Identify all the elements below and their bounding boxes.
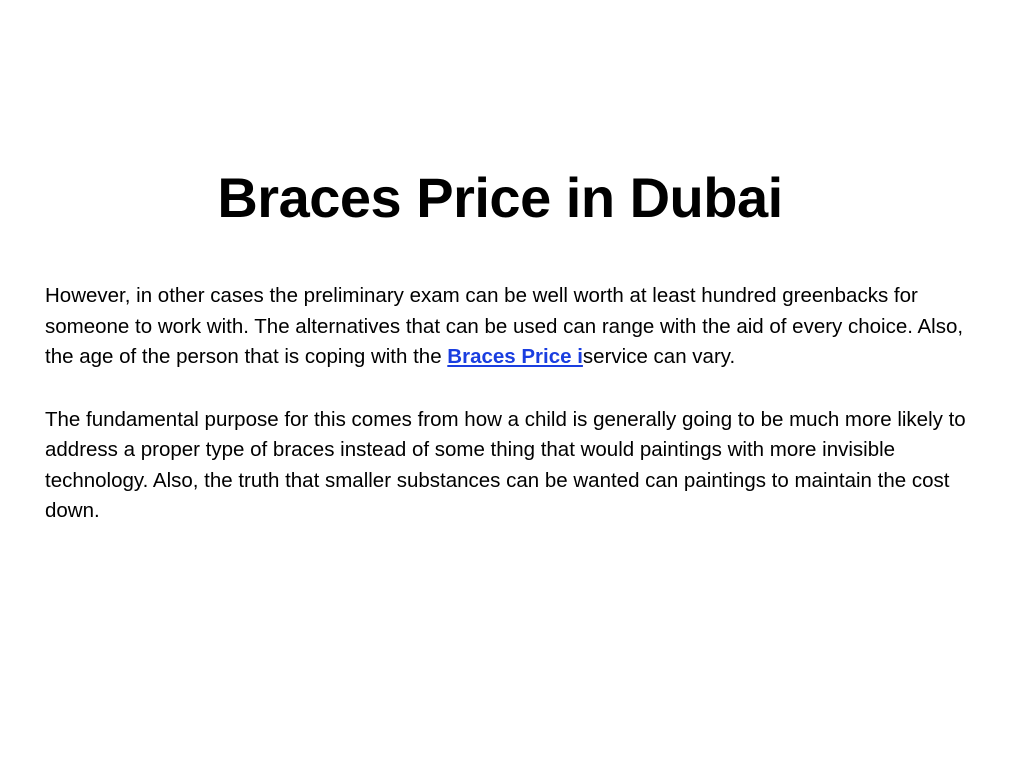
paragraph-2: The fundamental purpose for this comes from how a child is generally going to be much more likely to address a proper type of braces instead of some thing that would paintings with more invisible technology. Also, the truth that smaller substances can be wanted can paintings to maintain the cost down. (45, 407, 966, 522)
paragraph-1-text-after: service can vary. (582, 345, 736, 368)
slide-title: Braces Price in Dubai (217, 166, 783, 229)
slide-body (45, 281, 985, 559)
paragraph-1-text-before: However, in other cases the preliminary exam can be well worth at least hundred greenbacks for someone to work with. The alternatives that can be used can range with the aid of every choice. Also, the age of the person that is coping with the (45, 284, 964, 368)
paragraph-1 (45, 281, 985, 373)
braces-price-link[interactable]: Braces Price i (447, 345, 583, 368)
